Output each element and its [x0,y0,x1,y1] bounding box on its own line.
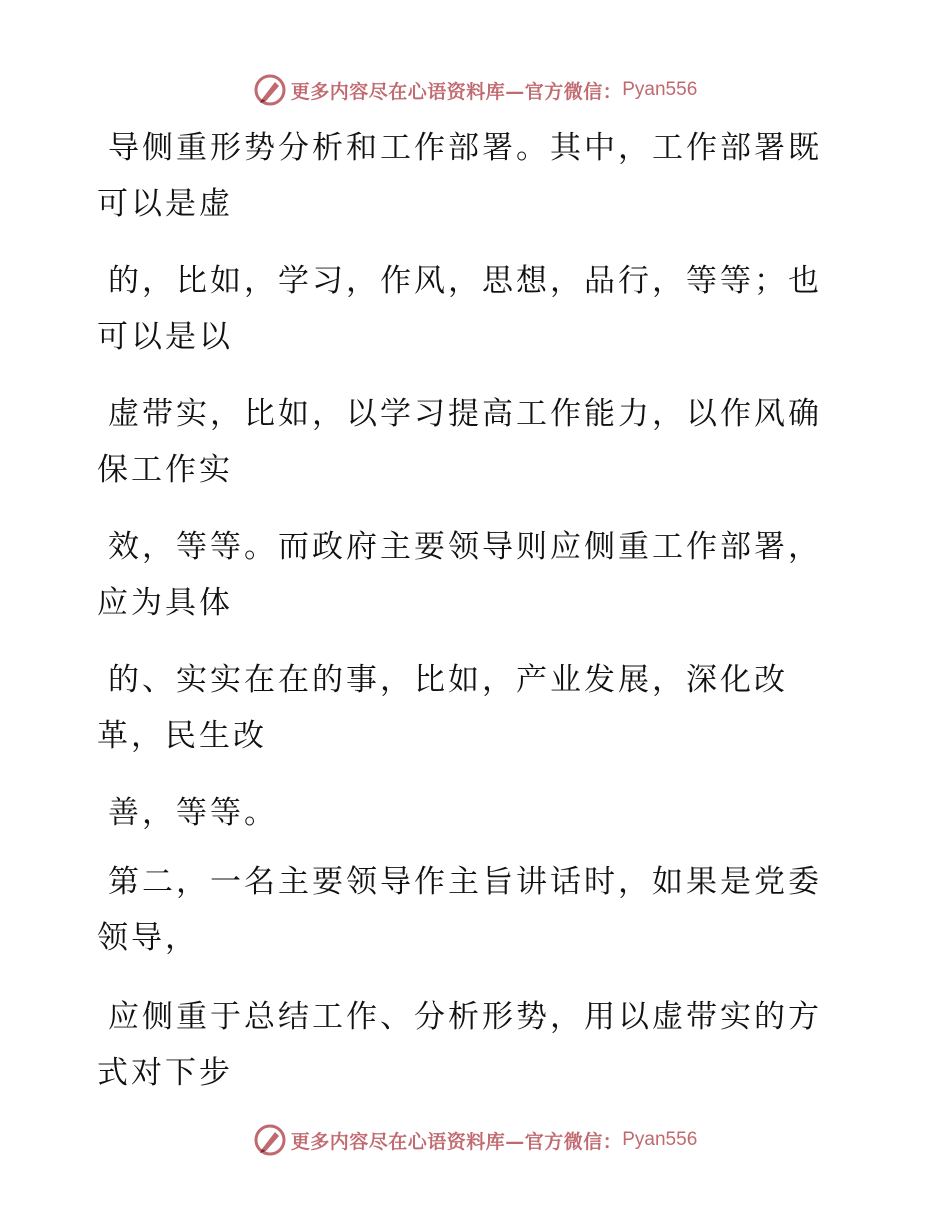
header-site-text: 更多内容尽在心语资料库—官方微信： [290,80,623,103]
body-line: 的、实实在在的事，比如，产业发展，深化改 [108,662,788,698]
body-line: 虚带实，比如，以学习提高工作能力，以作风确 [108,396,822,432]
body-line: 应为具体 [97,585,233,621]
body-line: 应侧重于总结工作、分析形势，用以虚带实的方 [108,999,822,1035]
footer-banner [0,1120,950,1160]
footer-site-text: 更多内容尽在心语资料库—官方微信： [290,1130,623,1153]
body-line: 革，民生改 [97,718,267,754]
body-line: 第二，一名主要领导作主旨讲话时，如果是党委 [108,864,822,900]
body-line: 可以是虚 [97,186,233,222]
footer-wechat-id: Pyan556 [622,1129,698,1150]
body-line: 保工作实 [97,452,233,488]
body-line: 可以是以 [97,319,233,355]
body-line: 导侧重形势分析和工作部署。其中，工作部署既 [108,130,822,166]
header-wechat-id: Pyan556 [622,79,698,100]
pen-logo-icon [253,1123,287,1157]
body-line: 效，等等。而政府主要领导则应侧重工作部署， [108,529,822,565]
body-line: 式对下步 [97,1055,233,1091]
body-line: 的，比如，学习，作风，思想，品行，等等；也 [108,263,822,299]
body-line: 领导， [97,920,199,956]
body-line: 善，等等。 [108,795,278,831]
